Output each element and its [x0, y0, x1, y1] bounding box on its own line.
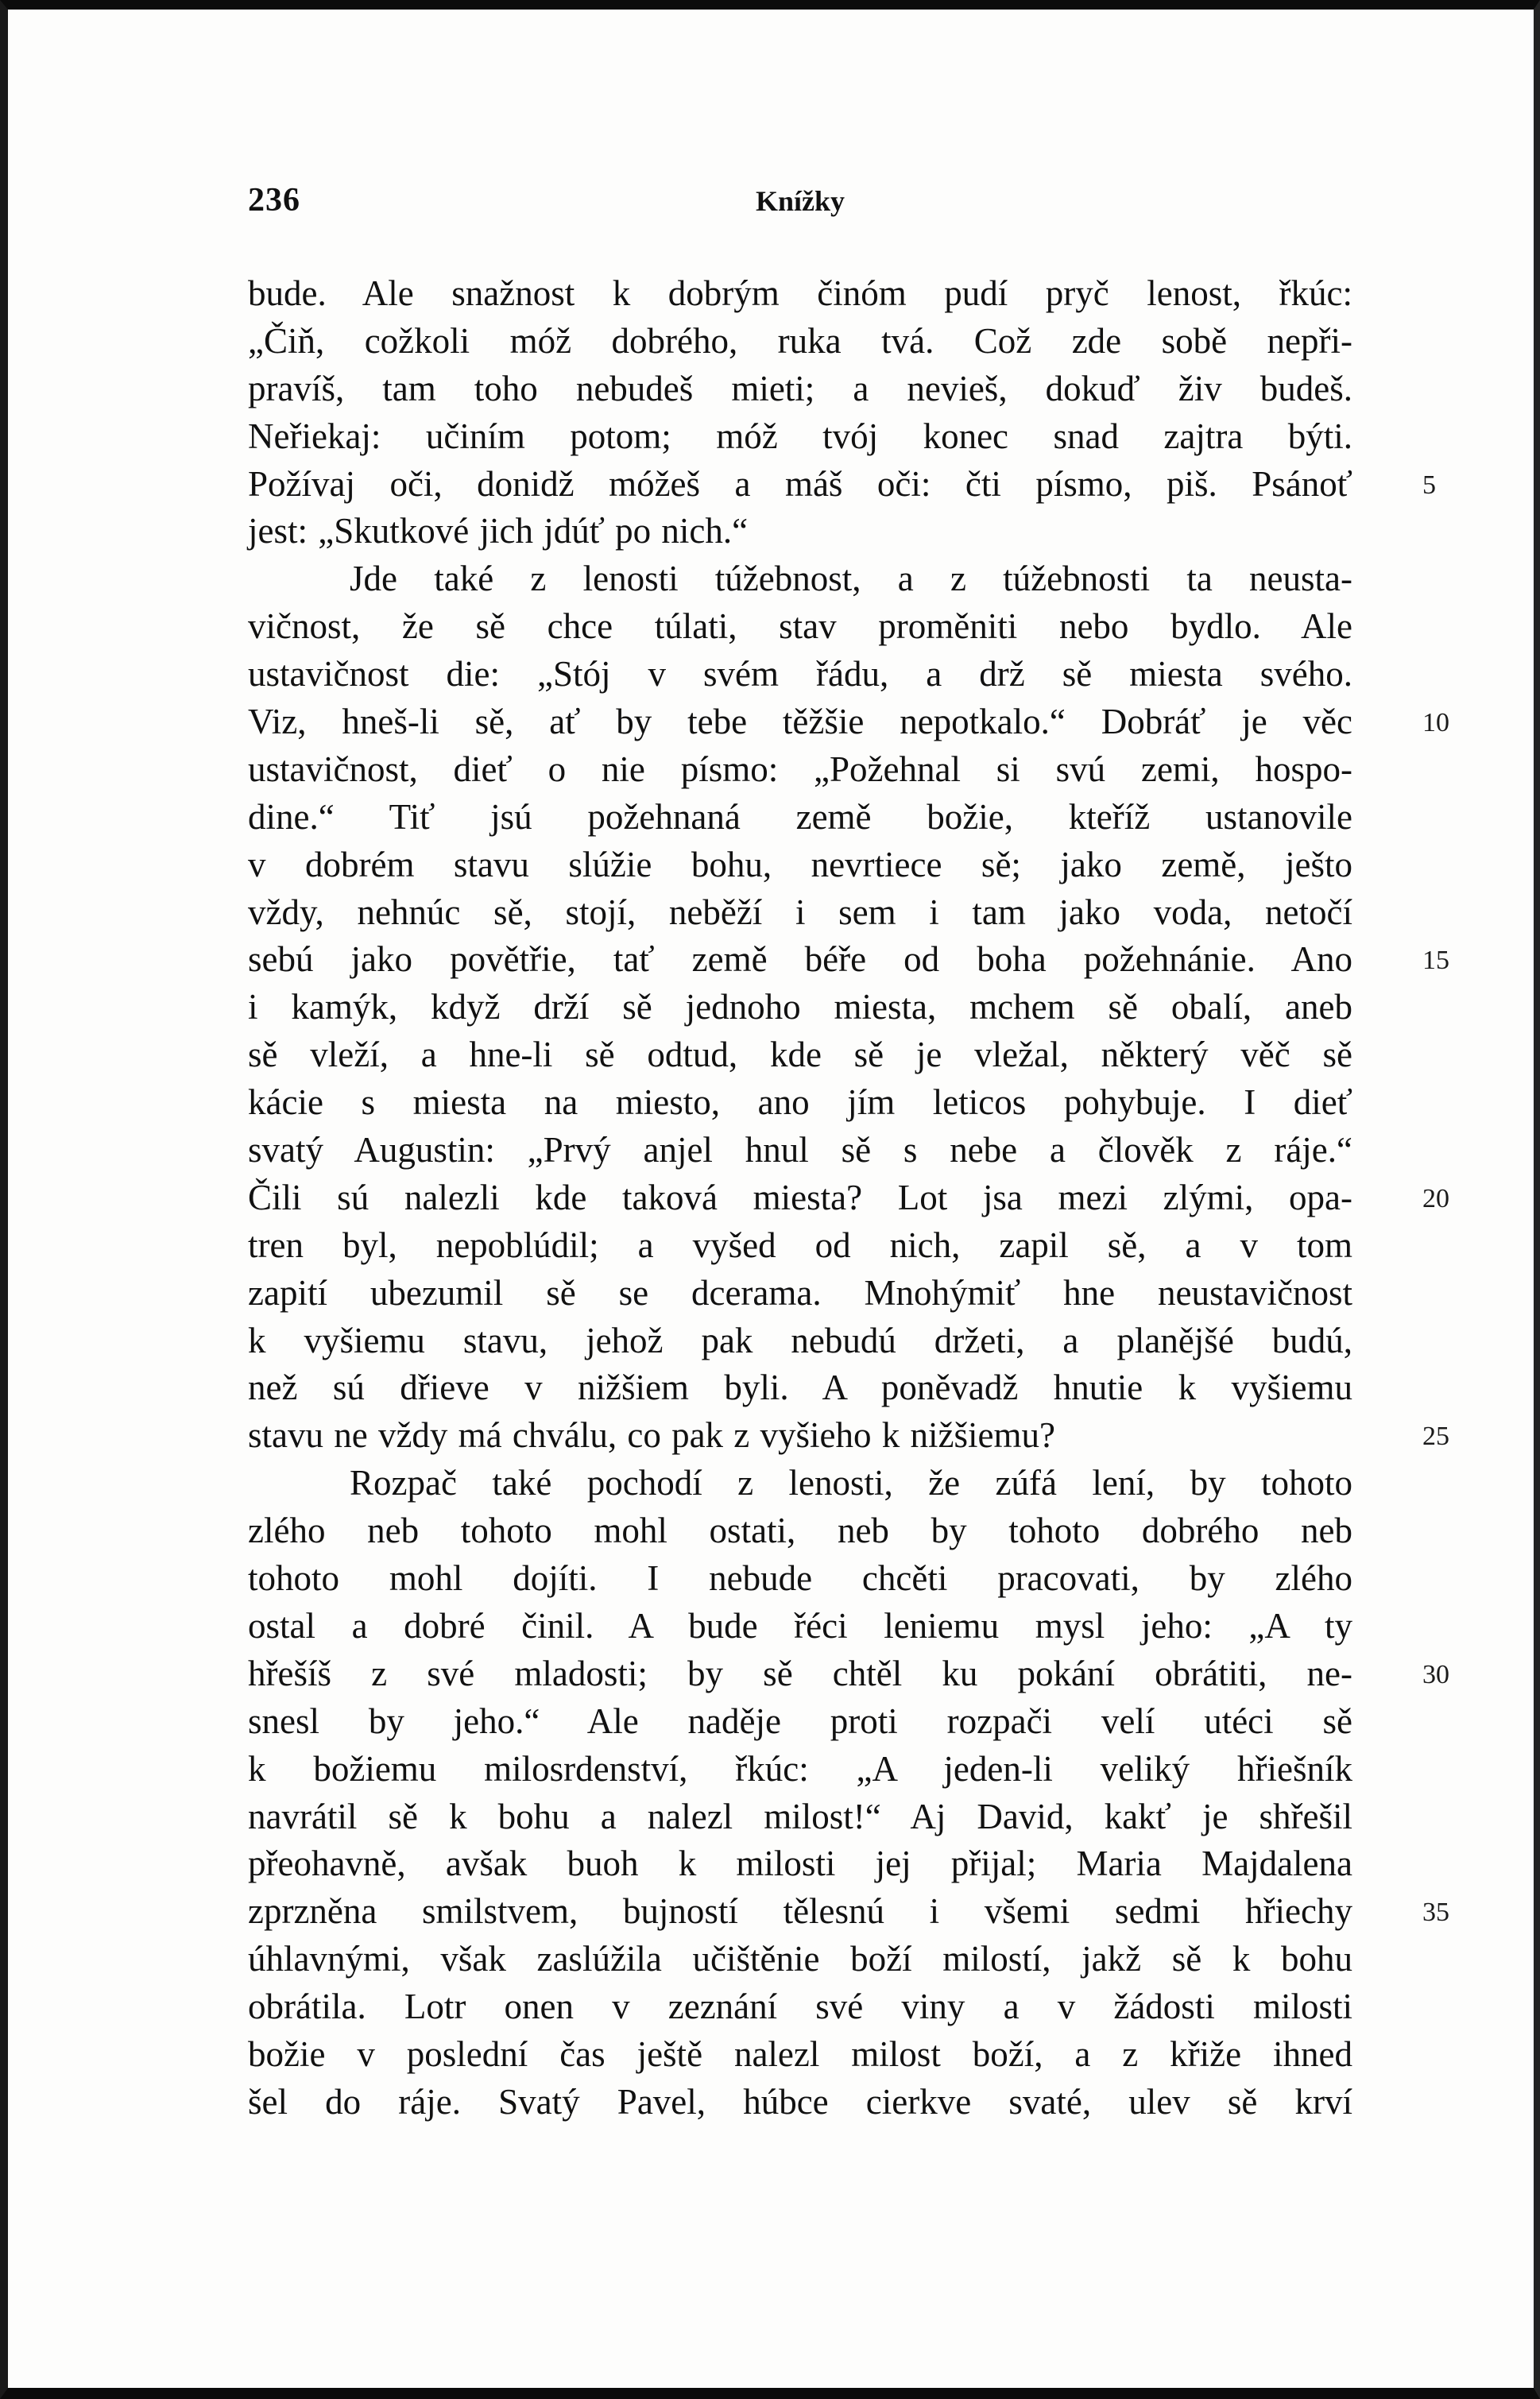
text-line — [248, 1650, 1449, 1698]
text-line-content: Čili sú nalezli kde taková miesta? Lot jsa mezi zlými, opa- — [248, 1177, 1352, 1217]
text-line-content: Požívaj oči, donidž móžeš a máš oči: čti písmo, piš. Psánoť — [248, 463, 1352, 504]
text-line: k vyšiemu stavu, jehož pak nebudú držeti, a planějšé budú, — [248, 1320, 1352, 1360]
text-line-content: sebú jako povětřie, tať země béře od boha požehnánie. Ano — [248, 939, 1352, 980]
text-line-content: zprzněna smilstvem, bujností tělesnú i všemi sedmi hřiechy — [248, 1891, 1352, 1932]
text-line: pravíš, tam toho nebudeš mieti; a nevieš, dokuď živ budeš. — [248, 368, 1352, 408]
line-number: 30 — [1422, 1659, 1449, 1689]
text-line: bude. Ale snažnost k dobrým činóm pudí pryč lenost, řkúc: — [248, 273, 1352, 313]
text-line — [248, 936, 1449, 984]
text-line: tohoto mohl dojíti. I nebude chcěti pracovati, by zlého — [248, 1558, 1352, 1599]
line-number: 20 — [1422, 1183, 1449, 1213]
text-line: sě vleží, a hne-li sě odtud, kde sě je vležal, některý věč sě — [248, 1035, 1352, 1075]
text-line: než sú dřieve v nižšiem byli. A poněvadž hnutie k vyšiemu — [248, 1368, 1352, 1408]
text-line: v dobrém stavu slúžie bohu, nevrtiece sě; jako země, ješto — [248, 844, 1352, 884]
text-line — [248, 461, 1436, 509]
line-number: 10 — [1422, 708, 1449, 738]
text-line: vičnost, že sě chce túlati, stav proměniti nebo bydlo. Ale — [248, 606, 1352, 647]
text-line — [248, 698, 1449, 746]
text-line: ustavičnost, dieť o nie písmo: „Požehnal si svú zemi, hospo- — [248, 749, 1352, 789]
text-line: i kamýk, když drží sě jednoho miesta, mchem sě obalí, aneb — [248, 987, 1352, 1027]
text-line: navrátil sě k bohu a nalezl milost!“ Aj David, kakť je shřešil — [248, 1796, 1352, 1836]
text-line-content: Viz, hneš-li sě, ať by tebe těžšie nepotkalo.“ Dobráť je věc — [248, 702, 1352, 742]
text-line: úhlavnými, však zaslúžila učištěnie boží milostí, jakž sě k bohu — [248, 1939, 1352, 1979]
text-line: snesl by jeho.“ Ale naděje proti rozpači velí utéci sě — [248, 1701, 1352, 1741]
text-line — [248, 1174, 1449, 1222]
text-line: přeohavně, avšak buoh k milosti jej přijal; Maria Majdalena — [248, 1844, 1352, 1884]
text-line: zlého neb tohoto mohl ostati, neb by tohoto dobrého neb — [248, 1511, 1352, 1551]
line-number: 5 — [1422, 470, 1436, 500]
page-header — [248, 181, 1352, 229]
text-line: šel do ráje. Svatý Pavel, húbce cierkve svaté, ulev sě krví — [248, 2081, 1352, 2122]
page-number: 236 — [248, 182, 300, 219]
text-line: ostal a dobré činil. A bude řéci leniemu mysl jeho: „A ty — [248, 1605, 1352, 1646]
text-line: Jde také z lenosti túžebnost, a z túžebnosti ta neusta- — [350, 559, 1352, 599]
running-title: Knížky — [755, 185, 845, 217]
text-line: Rozpač také pochodí z lenosti, že zúfá lení, by tohoto — [350, 1463, 1352, 1503]
text-line: Neřiekaj: učiním potom; móž tvój konec snad zajtra býti. — [248, 416, 1352, 456]
text-line: svatý Augustin: „Prvý anjel hnul sě s nebe a člověk z ráje.“ — [248, 1130, 1352, 1170]
body-text — [248, 270, 1449, 2126]
text-line: k božiemu milosrdenství, řkúc: „A jeden-li veliký hřiešník — [248, 1748, 1352, 1789]
text-line — [248, 1412, 1449, 1460]
line-number: 35 — [1422, 1898, 1449, 1928]
text-line: tren byl, nepoblúdil; a vyšed od nich, zapil sě, a v tom — [248, 1225, 1352, 1265]
text-line: „Čiň, cožkoli móž dobrého, ruka tvá. Což zde sobě nepři- — [248, 320, 1352, 361]
line-number: 15 — [1422, 946, 1449, 976]
text-line: obrátila. Lotr onen v zeznání své viny a v žádosti milosti — [248, 1987, 1352, 2027]
text-line: vždy, nehnúc sě, stojí, neběží i sem i tam jako voda, netočí — [248, 892, 1352, 932]
text-line — [248, 1888, 1449, 1936]
line-number: 25 — [1422, 1422, 1449, 1452]
text-line-content: stavu ne vždy má chválu, co pak z vyšieho k nižšiemu? — [248, 1415, 1055, 1456]
text-line: božie v poslední čas ještě nalezl milost boží, a z křiže ihned — [248, 2033, 1352, 2074]
text-line: dine.“ Tiť jsú požehnaná země božie, kteříž ustanovile — [248, 796, 1352, 837]
text-line-content: hřešíš z své mladosti; by sě chtěl ku pokání obrátiti, ne- — [248, 1653, 1352, 1693]
text-line: jest: „Skutkové jich jdúť po nich.“ — [248, 511, 749, 551]
text-line: ustavičnost die: „Stój v svém řádu, a drž sě miesta svého. — [248, 654, 1352, 695]
text-line: zapití ubezumil sě se dcerama. Mnohýmiť hne neustavičnost — [248, 1272, 1352, 1313]
text-line: kácie s miesta na miesto, ano jím leticos pohybuje. I dieť — [248, 1082, 1352, 1123]
